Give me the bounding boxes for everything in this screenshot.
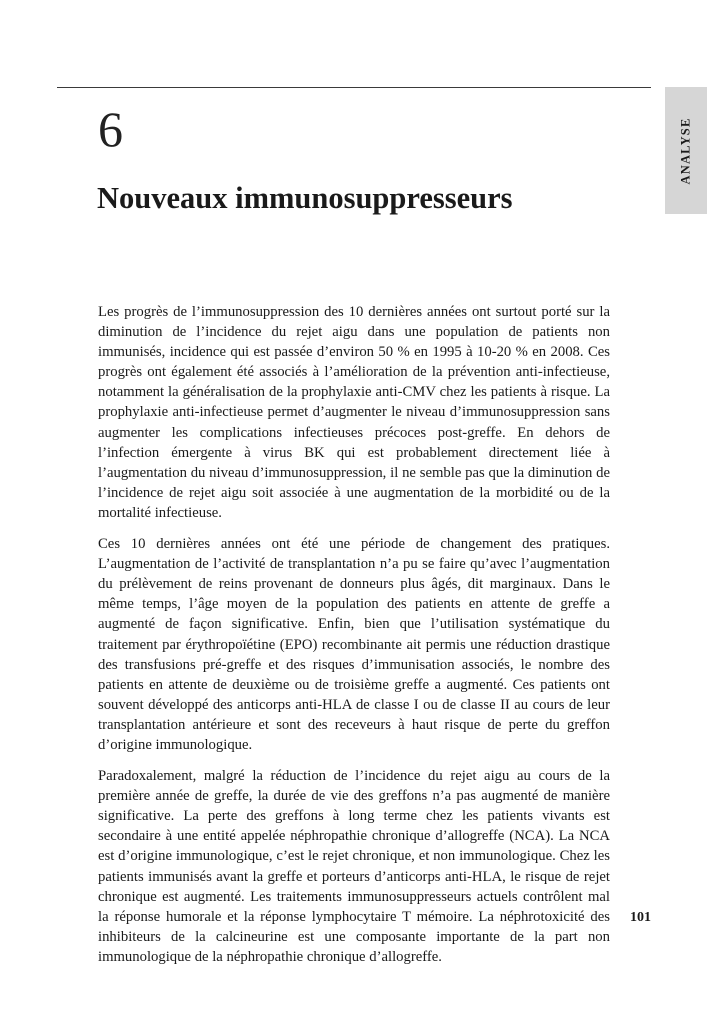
section-tab-label: ANALYSE	[678, 117, 693, 184]
paragraph: Ces 10 dernières années ont été une période de changement des pratiques. L’augmentation de l’activité de transplantation n’a pu se faire qu’avec l’augmentation du prélèvement de reins provenant de donneurs plus âgés, dit marginaux. Dans le même temps, l’âge moyen de la population des patients en attente de greffe a augmenté de façon significative. Enfin, bien que l’utilisation systématique du traitement par érythropoïétine (EPO) recombinante ait permis une réduction drastique des transfusions pré-greffe et des risques d’immunisation associés, le nombre des patients en attente de deuxième ou de troisième greffe a augmenté. Ces patients ont souvent développé des anticorps anti-HLA de classe I ou de classe II au cours de leur transplantation antérieure et sont des receveurs à haut risque de perte du greffon d’origine immunologique.	[98, 536, 610, 753]
paragraph: Les progrès de l’immunosuppression des 10 dernières années ont surtout porté sur la diminution de l’incidence du rejet aigu dans une population de patients non immunisés, incidence qui est passée d’environ 50 % en 1995 à 10-20 % en 2008. Ces progrès ont également été associés à l’amélioration de la prévention anti-infectieuse, notamment la généralisation de la prophylaxie anti-CMV chez les patients à risque. La prophylaxie anti-infectieuse permet d’augmenter le niveau d’immunosuppression sans augmenter les complications infectieuses précoces post-greffe. En dehors de l’infection émergente à virus BK qui est probablement directement liée à l’augmentation du niveau d’immunosuppression, il ne semble pas que la diminution de l’incidence de rejet aigu soit associée à une augmentation de la morbidité ou de la mortalité infectieuse.	[98, 304, 610, 521]
page-number: 101	[630, 910, 651, 925]
header-rule	[57, 87, 651, 88]
body-text	[98, 302, 610, 978]
section-tab	[665, 87, 707, 214]
chapter-number: 6	[98, 101, 123, 157]
paragraph: Paradoxalement, malgré la réduction de l’incidence du rejet aigu au cours de la première année de greffe, la durée de vie des greffons n’a pas augmenté de manière significative. La perte des greffons à long terme chez les patients vivants est secondaire à une entité appelée néphropathie chronique d’allogreffe (NCA). La NCA est d’origine immunologique, c’est le rejet chronique, et non immunologique. Chez les patients immunisés avant la greffe et porteurs d’anticorps anti-HLA, le risque de rejet chronique est augmenté. Les traitements immunosuppresseurs actuels contrôlent mal la réponse humorale et la réponse lymphocytaire T mémoire. La néphrotoxicité des inhibiteurs de la calcineurine est une composante importante de la part non immunologique de la néphropathie chronique d’allogreffe.	[98, 768, 610, 965]
chapter-title: Nouveaux immunosuppresseurs	[97, 181, 513, 215]
